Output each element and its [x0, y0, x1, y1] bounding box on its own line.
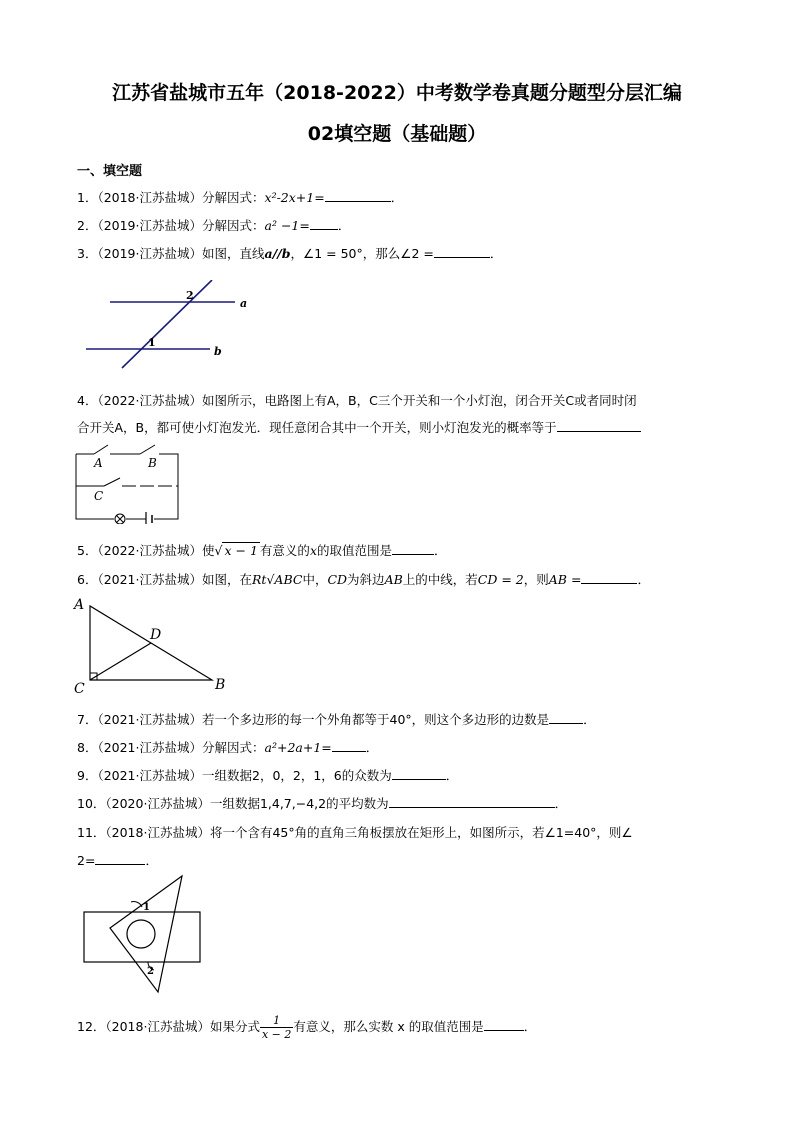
question-7: 7．（2021·江苏盐城）若一个多边形的每一个外角都等于40°，则这个多边形的边数是 ． — [77, 712, 596, 727]
answer-blank[interactable] — [310, 217, 338, 230]
question-8: 8．（2021·江苏盐城）分解因式：a²+2a+1= ． — [77, 740, 379, 755]
switch-c-label: C — [94, 489, 104, 503]
figure-triangle-on-rectangle — [80, 874, 210, 998]
answer-blank[interactable] — [389, 795, 555, 808]
point-d-label: D — [150, 627, 162, 643]
vertex-c-label: C — [74, 681, 85, 696]
question-9: 9．（2021·江苏盐城）一组数据2，0，2，1，6的众数为 ． — [77, 768, 459, 783]
question-5: 5．（2022·江苏盐城）使√ x − 1 有意义的x的取值范围是 ． — [77, 543, 447, 558]
answer-blank[interactable] — [392, 767, 446, 780]
answer-blank[interactable] — [581, 571, 637, 584]
angle-2-label: 2 — [186, 289, 194, 302]
document-title-line2: 02填空题（基础题） — [307, 123, 487, 145]
answer-blank[interactable] — [434, 245, 490, 258]
question-11-line1: 11．（2018·江苏盐城）将一个含有45°角的直角三角板摆放在矩形上，如图所示，若∠1=40°，则∠ — [77, 825, 633, 840]
question-4-line1: 4．（2022·江苏盐城）如图所示，电路图上有A，B，C三个开关和一个小灯泡，闭合开关C或者同时闭 — [77, 393, 637, 408]
figure-parallel-lines — [80, 280, 260, 372]
answer-blank[interactable] — [95, 852, 145, 865]
question-1: 1．（2018·江苏盐城）分解因式：x²-2x+1= ． — [77, 190, 404, 205]
vertex-b-label: B — [215, 677, 226, 693]
vertex-a-label: A — [74, 597, 85, 613]
question-11-line2: 2= ． — [77, 853, 158, 868]
answer-blank[interactable] — [332, 739, 366, 752]
answer-blank[interactable] — [325, 189, 391, 202]
line-a-label: a — [240, 297, 248, 310]
answer-blank[interactable] — [392, 542, 434, 555]
switch-b-label: B — [148, 456, 157, 470]
question-6: 6．（2021·江苏盐城）如图，在Rt√ABC中，CD为斜边AB上的中线，若CD = 2，则AB = ． — [77, 572, 650, 587]
document-title-line1: 江苏省盐城市五年（2018-2022）中考数学卷真题分题型分层汇编 — [112, 82, 682, 104]
question-10: 10．（2020·江苏盐城）一组数据1,4,7,−4,2的平均数为 ． — [77, 796, 568, 811]
angle-1-label: 1 — [143, 902, 150, 913]
switch-a-label: A — [94, 456, 103, 470]
answer-blank[interactable] — [549, 711, 583, 724]
section-heading: 一、填空题 — [77, 164, 143, 179]
question-4-line2: 合开关A，B，都可使小灯泡发光．现任意闭合其中一个开关，则小灯泡发光的概率等于 — [77, 418, 641, 436]
figure-right-triangle — [72, 594, 242, 696]
angle-2-label: 2 — [147, 966, 154, 977]
answer-blank[interactable] — [484, 1018, 524, 1031]
question-12: 12．（2018·江苏盐城）如果分式 $\frac{1}{x - 2}$ 有意义，那么实数 x 的取值范围是 ． — [77, 1014, 537, 1041]
question-3: 3．（2019·江苏盐城）如图，直线a//b，∠1 = 50°，那么∠2 = ． — [77, 246, 503, 261]
line-b-label: b — [214, 345, 222, 358]
question-2: 2．（2019·江苏盐城）分解因式：a² −1= ． — [77, 218, 351, 233]
fraction: $\frac{1}{x - 2}$ — [261, 1014, 292, 1041]
angle-1-label: 1 — [148, 336, 156, 349]
answer-blank[interactable] — [557, 419, 641, 432]
figure-circuit — [74, 444, 184, 524]
